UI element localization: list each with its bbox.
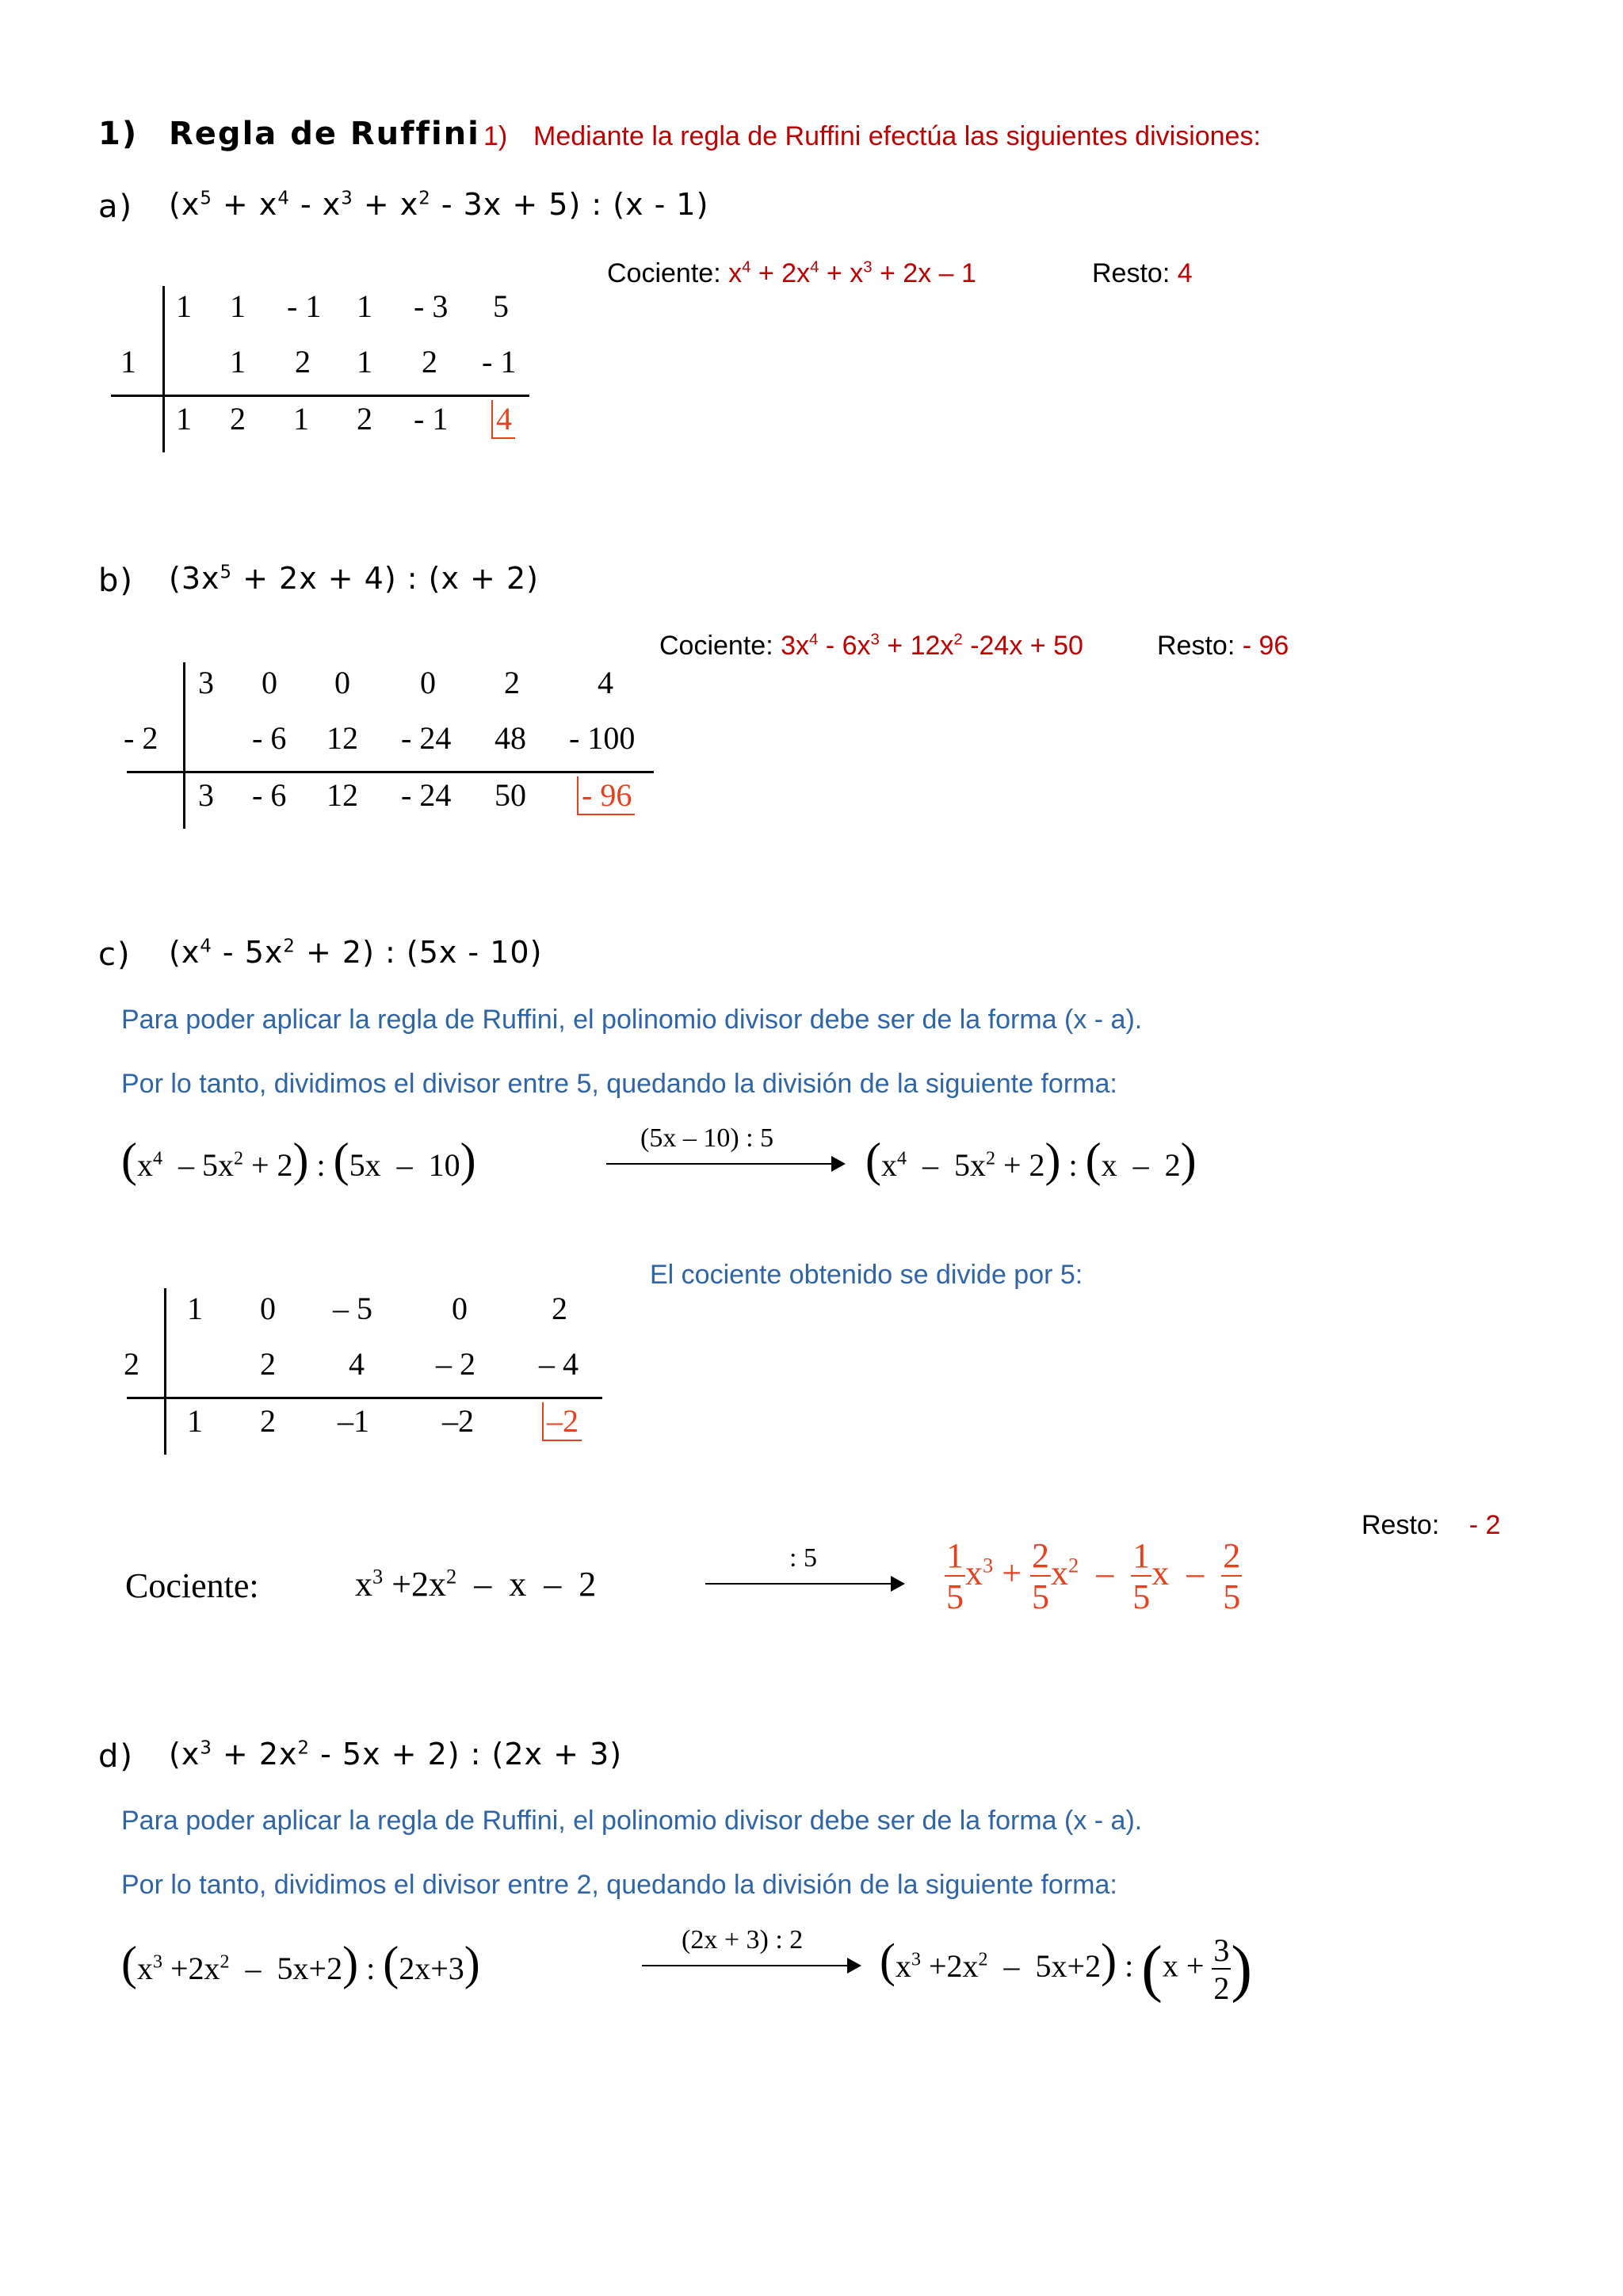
cociente-label: Cociente: [607,258,721,288]
part-b-resto [1157,631,1289,662]
part-d-expression: $(x^3 + 2x^2 - 5x + 2)$ : (2x + 3) [169,1737,623,1772]
resto-label: Resto: [1361,1510,1440,1540]
part-c-transform-left: $(x^4 - 5x^2 + 2)$ : (5x – 10) [121,1134,476,1186]
arrow-icon [705,1583,903,1585]
part-c-note-1: Para poder aplicar la regla de Ruffini, el polinomio divisor debe ser de la forma (x - a). [121,1005,1143,1035]
section-title: Regla de Ruffini [169,116,480,152]
divisor: 1 [120,344,136,379]
part-c-cociente-op: : 5 [789,1543,817,1573]
part-c-cociente-label: Cociente: [125,1566,259,1605]
part-c-transform-right: $(x^4 - 5x^2 + 2)$ : (x – 2) [865,1134,1197,1186]
part-c-side-note: El cociente obtenido se divide por 5: [650,1260,1083,1290]
cociente-value: $x^4 + 2x^4 + x^3 + 2x - 1$ [728,258,976,288]
part-c-expression: $(x^4 - 5x^2 + 2)$ : (5x - 10) [169,935,543,970]
part-c-resto [1361,1510,1500,1541]
part-d-transform-left: $(x^3 +2x^2 - 5x+2)$ : (2x+3) [121,1937,480,1989]
part-b-expression: $(3x^5 + 2x + 4)$ : (x + 2) [169,561,539,596]
part-a-cociente [607,258,976,289]
part-c-label: c) [98,936,132,973]
part-d-label: d) [98,1738,134,1775]
part-c-note-2: Por lo tanto, dividimos el divisor entre 5, quedando la división de la siguiente forma: [121,1069,1117,1099]
ruffini-table-c: 2 1 0 – 5 0 2 2 4 – 2 – 4 1 2 –1 –2 –2 [119,1283,610,1458]
part-b-label: b) [98,563,134,599]
part-d-transform-right: $(x^3 +2x^2 - 5x+2)$ : (x + $\frac{3}{2}$ ) [880,1932,1253,2006]
part-d-note-2: Por lo tanto, dividimos el divisor entre 2, quedando la división de la siguiente forma: [121,1870,1117,1900]
part-a-expression: $(x^5 + x^4 - x^3 + x^2 - 3x + 5)$ : (x - 1) [169,187,709,222]
arrow-icon [642,1965,860,1966]
resto-value: - 2 [1468,1510,1501,1540]
resto-value: 4 [1177,258,1193,288]
part-a-label: a) [98,189,134,225]
part-c-cociente-value: $x^3 +2x^2 - x - 2$ [355,1564,597,1604]
part-d-note-1: Para poder aplicar la regla de Ruffini, el polinomio divisor debe ser de la forma (x - a). [121,1806,1143,1836]
resto-label: Resto: [1092,258,1170,288]
arrow-icon [606,1163,844,1165]
instruction-number: 1) [483,121,508,151]
cociente-label: Cociente: [659,631,773,661]
part-c-transform-op: (5x – 10) : 5 [640,1123,774,1153]
remainder: - 96 [577,776,635,815]
part-d-transform-op: (2x + 3) : 2 [682,1925,804,1955]
ruffini-table-a: 1 1 1 - 1 1 - 3 5 1 2 1 2 - 1 1 2 1 2 - 1 4 [111,281,539,456]
divisor: 2 [124,1346,139,1382]
part-b-cociente [659,631,1083,662]
resto-label: Resto: [1157,631,1235,661]
remainder: 4 [491,400,515,439]
divisor: - 2 [124,720,158,756]
resto-value: - 96 [1242,631,1289,661]
remainder: –2 [542,1402,582,1441]
part-a-resto [1092,258,1193,289]
cociente-value: $3x^4 - 6x^3 + 12x^2$ -24x + 50 [781,631,1083,661]
instruction-text: Mediante la regla de Ruffini efectúa las siguientes divisiones: [533,121,1261,151]
section-number: 1) [98,116,139,152]
part-c-result: $\frac{1}{5}$ $x^3$ + $\frac{2}{5}$ $x^2$ – $\frac{1}{5}$ x – $\frac{2}{5}$ [946,1536,1241,1616]
ruffini-table-b: - 2 3 0 0 0 2 4 - 6 12 - 24 48 - 100 3 - 6 12 - 24 50 - 96 [119,658,658,832]
